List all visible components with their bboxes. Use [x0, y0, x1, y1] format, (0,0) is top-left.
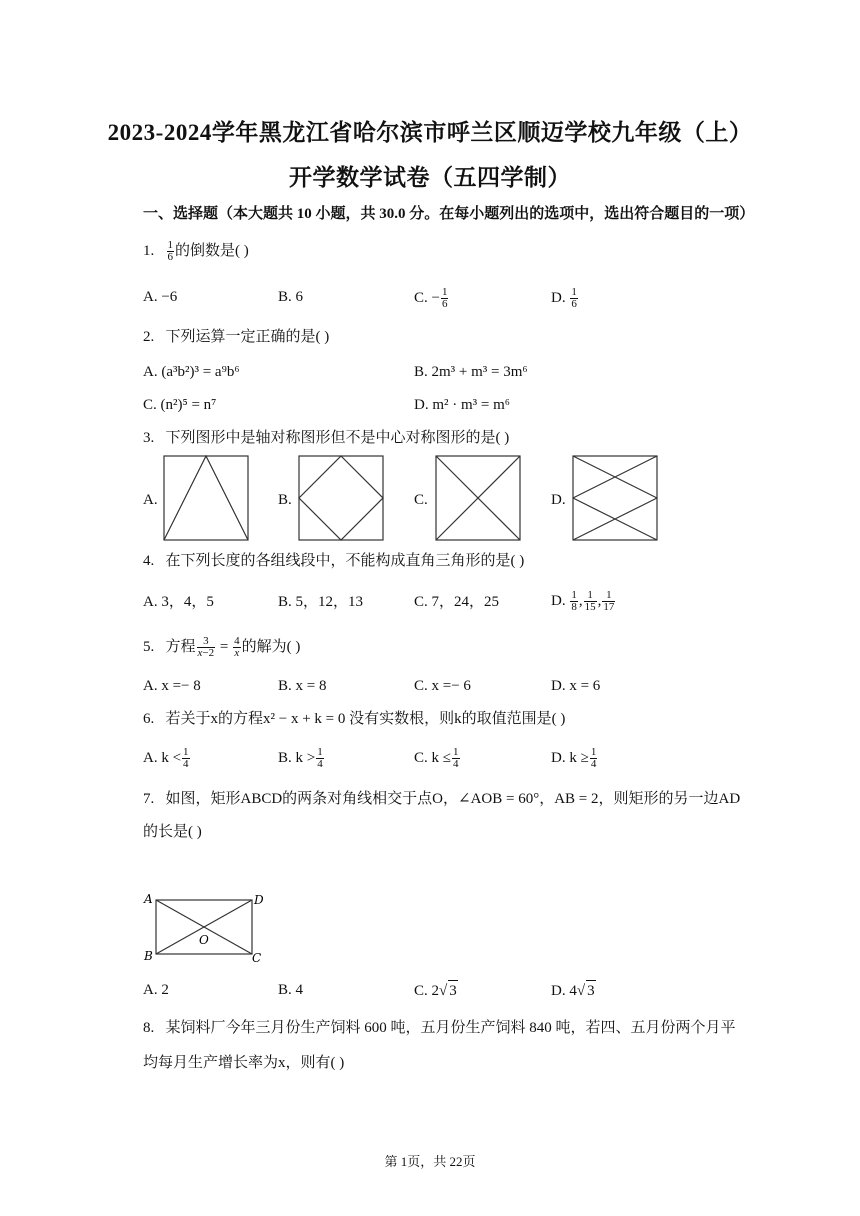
center-o-label: O [199, 933, 209, 947]
section-heading: 一、选择题（本大题共 10 小题，共 30.0 分。在每小题列出的选项中，选出符合题目的一项） [143, 206, 755, 222]
vertex-b-label: B [144, 949, 153, 963]
q4-option-b: B. 5，12，13 [278, 594, 364, 610]
q6-option-d: D. k ≥ $\frac{1}{4}$ [551, 746, 597, 770]
q6-option-c: C. k ≤ $\frac{1}{4}$ [414, 746, 459, 770]
q3-figure-a [163, 455, 249, 541]
question-7: 7. 如图，矩形ABCD的两条对角线相交于点O，∠AOB = 60°，AB = 2，则矩形的另一边AD [143, 791, 741, 807]
q1-option-d: D. $\frac{1}{6}$ [551, 286, 577, 310]
q1-option-c: C. − $\frac{1}{6}$ [414, 286, 448, 310]
question-5: 5. 方程 $\frac{3}{x-2}$ = $\frac{4}{x}$ 的解为( ) [143, 635, 301, 659]
q2-option-a: A. (a³b²)³ = a⁹b⁶ [143, 364, 240, 380]
q5-option-a: A. x =− 8 [143, 678, 201, 694]
question-2: 2. 下列运算一定正确的是( ) [143, 329, 330, 345]
q7-rectangle-figure [140, 888, 270, 968]
q3-figure-c [435, 455, 521, 541]
q5-option-c: C. x =− 6 [414, 678, 471, 694]
q4-option-d: D. $\frac{1}{8}$ , $\frac{1}{15}$ , $\frac{1}{17}$ [551, 589, 615, 613]
q3-figure-b [298, 455, 384, 541]
q4-option-c: C. 7，24，25 [414, 594, 500, 610]
exam-title-line1: 2023-2024学年黑龙江省哈尔滨市呼兰区顺迈学校九年级（上） [107, 120, 753, 145]
q5-option-d: D. x = 6 [551, 678, 601, 694]
q7-option-c: C. 2√ 3 [414, 980, 458, 1001]
question-1 [143, 240, 249, 263]
q5-option-b: B. x = 8 [278, 678, 327, 694]
q7-option-a: A. 2 [143, 982, 169, 998]
q3-option-a-label: A. [143, 492, 158, 508]
vertex-a-label: A [144, 892, 153, 906]
q6-option-b: B. k > $\frac{1}{4}$ [278, 746, 323, 770]
vertex-d-label: D [254, 893, 264, 907]
question-4: 4. 在下列长度的各组线段中，不能构成直角三角形的是( ) [143, 553, 525, 569]
q7-option-d: D. 4√ 3 [551, 980, 596, 1001]
q3-option-d-label: D. [551, 492, 566, 508]
question-7-cont: 的长是( ) [143, 824, 202, 840]
q3-option-b-label: B. [278, 492, 292, 508]
q1-option-a: A. −6 [143, 289, 178, 305]
question-8: 8. 某饲料厂今年三月份生产饲料 600 吨，五月份生产饲料 840 吨，若四、五月份两个月平 [143, 1020, 736, 1036]
question-8-cont: 均每月生产增长率为x，则有( ) [143, 1055, 345, 1071]
q7-option-b: B. 4 [278, 982, 304, 998]
q2-option-b: B. 2m³ + m³ = 3m⁶ [414, 364, 528, 380]
q2-option-d: D. m² · m³ = m⁶ [414, 397, 511, 413]
fraction: $\frac{1}{6}$ [167, 239, 173, 263]
vertex-c-label: C [252, 951, 262, 965]
q1-option-b: B. 6 [278, 289, 304, 305]
fraction: $\frac{3}{x-2}$ [197, 635, 215, 659]
question-number: 1. [143, 242, 155, 259]
exam-title-line2: 开学数学试卷（五四学制） [289, 165, 571, 190]
q2-option-c: C. (n²)⁵ = n⁷ [143, 397, 217, 413]
q4-option-a: A. 3，4，5 [143, 594, 214, 610]
question-3: 3. 下列图形中是轴对称图形但不是中心对称图形的是( ) [143, 430, 510, 446]
q3-option-c-label: C. [414, 492, 428, 508]
question-text: 的倒数是( ) [175, 242, 249, 259]
question-6: 6. 若关于x的方程x² − x + k = 0 没有实数根，则k的取值范围是( ) [143, 711, 566, 727]
page-footer: 第 1页，共 22页 [384, 1154, 476, 1169]
q3-figure-d [572, 455, 658, 541]
q6-option-a: A. k < $\frac{1}{4}$ [143, 746, 189, 770]
